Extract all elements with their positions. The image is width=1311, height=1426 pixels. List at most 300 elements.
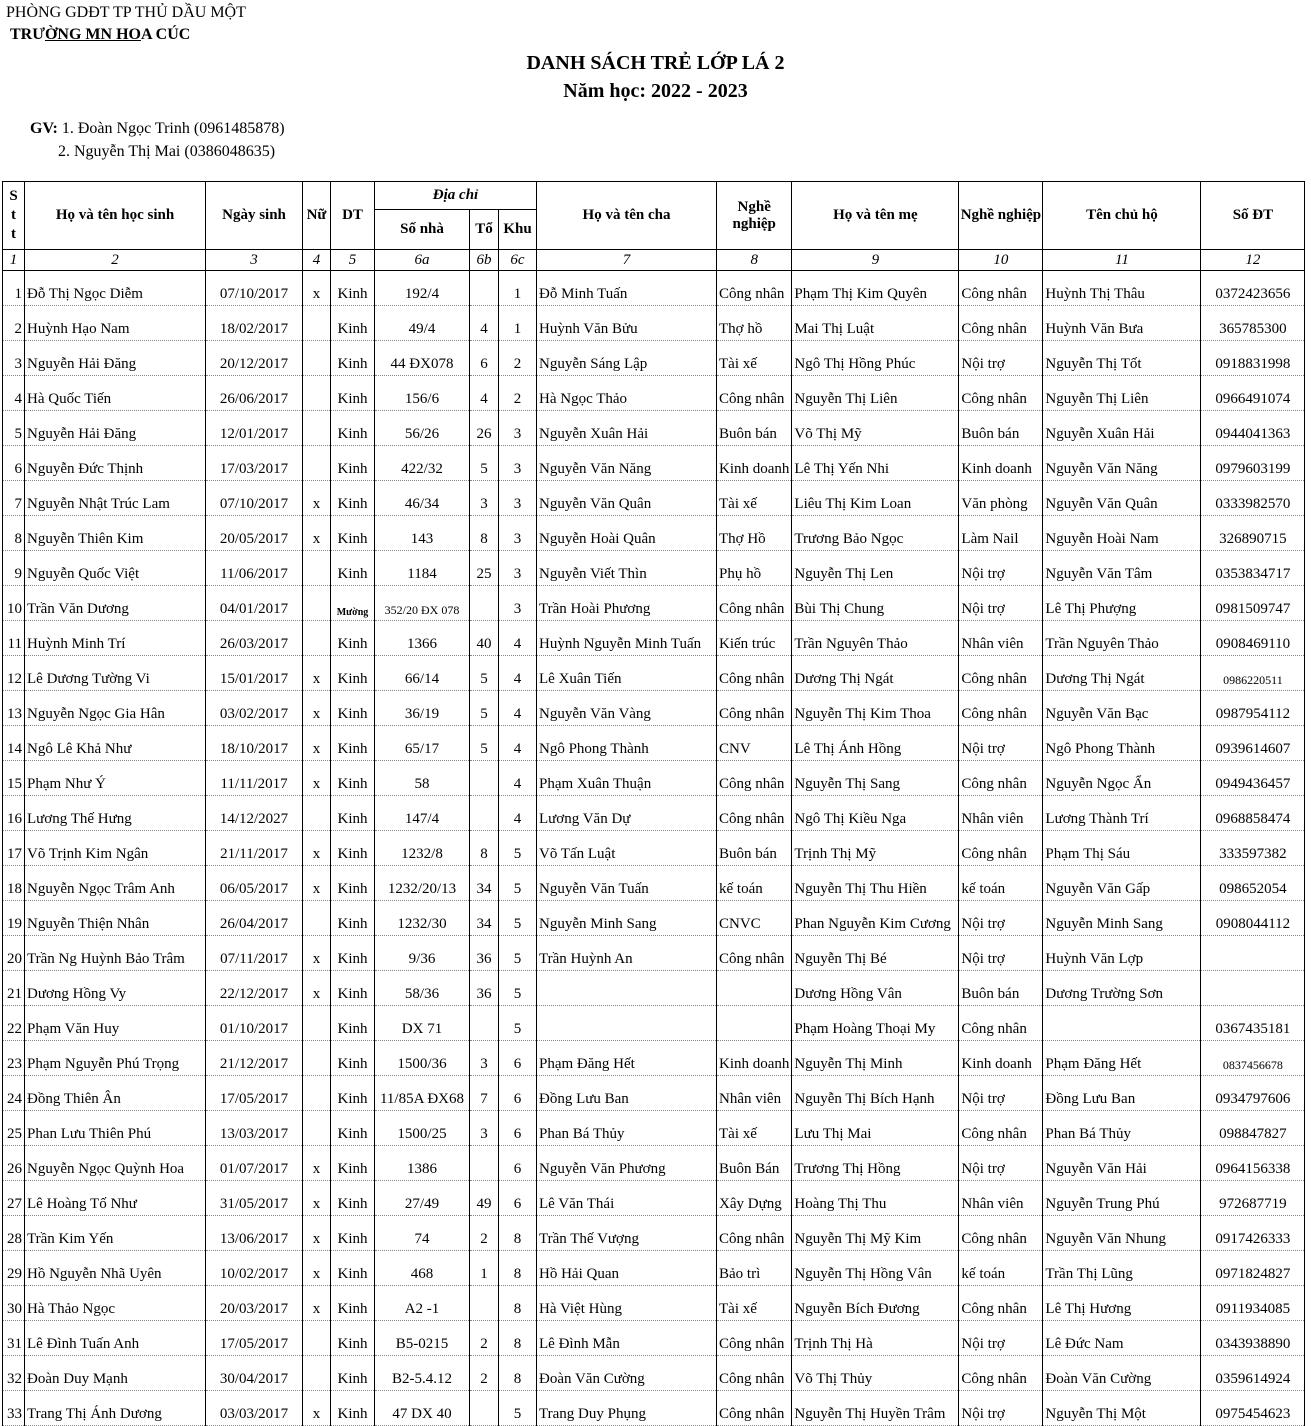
cell-house-number: 58 — [375, 761, 470, 796]
cell-ethnic: Kinh — [331, 691, 375, 726]
column-number: 6b — [470, 250, 499, 271]
cell-phone: 0966491074 — [1201, 376, 1305, 411]
cell-father-job: Công nhân — [717, 1356, 792, 1391]
cell-ethnic: Kinh — [331, 481, 375, 516]
cell-dob: 30/04/2017 — [206, 1356, 303, 1391]
table-row — [3, 1216, 1305, 1251]
column-number: 3 — [206, 250, 303, 271]
cell-zone: 3 — [499, 446, 537, 481]
cell-zone: 4 — [499, 761, 537, 796]
cell-stt: 18 — [3, 866, 25, 901]
cell-mother: Nguyễn Thị Bé — [792, 936, 959, 971]
cell-father: Lê Xuân Tiến — [537, 656, 717, 691]
cell-ethnic: Kinh — [331, 1146, 375, 1181]
cell-household — [1043, 1006, 1201, 1041]
table-row — [3, 481, 1305, 516]
cell-student-name: Hà Quốc Tiến — [25, 376, 206, 411]
cell-house-number: B5-0215 — [375, 1321, 470, 1356]
cell-female — [303, 1041, 331, 1076]
cell-mother: Lê Thị Yến Nhi — [792, 446, 959, 481]
cell-house-number: 192/4 — [375, 271, 470, 306]
cell-mother-job: Buôn bán — [959, 971, 1043, 1006]
cell-ethnic: Kinh — [331, 446, 375, 481]
cell-zone: 8 — [499, 1356, 537, 1391]
table-row — [3, 831, 1305, 866]
cell-ethnic: Kinh — [331, 1321, 375, 1356]
cell-mother-job: Văn phòng — [959, 481, 1043, 516]
col-zone: Khu — [499, 210, 537, 250]
cell-phone: 365785300 — [1201, 306, 1305, 341]
cell-ethnic: Kinh — [331, 1391, 375, 1426]
cell-household: Lê Đức Nam — [1043, 1321, 1201, 1356]
cell-father-job: Nhân viên — [717, 1076, 792, 1111]
cell-zone: 4 — [499, 621, 537, 656]
cell-student-name: Trang Thị Ánh Dương — [25, 1391, 206, 1426]
cell-father-job: CNV — [717, 726, 792, 761]
cell-father: Phạm Đăng Hết — [537, 1041, 717, 1076]
cell-household: Nguyễn Văn Tâm — [1043, 551, 1201, 586]
table-row — [3, 1006, 1305, 1041]
cell-household: Nguyễn Văn Hải — [1043, 1146, 1201, 1181]
cell-mother: Nguyễn Thị Minh — [792, 1041, 959, 1076]
cell-zone: 1 — [499, 271, 537, 306]
cell-house-number: 36/19 — [375, 691, 470, 726]
cell-student-name: Đỗ Thị Ngọc Diễm — [25, 271, 206, 306]
cell-house-number: 422/32 — [375, 446, 470, 481]
cell-phone — [1201, 936, 1305, 971]
cell-household: Dương Thị Ngát — [1043, 656, 1201, 691]
cell-mother: Nguyễn Bích Đương — [792, 1286, 959, 1321]
cell-mother: Ngô Thị Kiều Nga — [792, 796, 959, 831]
cell-father: Nguyễn Minh Sang — [537, 901, 717, 936]
cell-mother: Võ Thị Thủy — [792, 1356, 959, 1391]
cell-zone: 6 — [499, 1076, 537, 1111]
cell-father: Nguyễn Văn Phương — [537, 1146, 717, 1181]
cell-group — [470, 761, 499, 796]
col-student-name: Họ và tên học sinh — [25, 182, 206, 250]
cell-father: Hồ Hải Quan — [537, 1251, 717, 1286]
teacher-2: 2. Nguyễn Thị Mai (0386048635) — [58, 143, 276, 160]
cell-stt: 19 — [3, 901, 25, 936]
cell-ethnic: Kinh — [331, 1006, 375, 1041]
cell-father: Phạm Xuân Thuận — [537, 761, 717, 796]
col-female: Nữ — [303, 182, 331, 250]
cell-household: Lương Thành Trí — [1043, 796, 1201, 831]
cell-zone: 5 — [499, 1006, 537, 1041]
cell-house-number: 1366 — [375, 621, 470, 656]
cell-dob: 01/07/2017 — [206, 1146, 303, 1181]
cell-dob: 21/11/2017 — [206, 831, 303, 866]
cell-phone: 972687719 — [1201, 1181, 1305, 1216]
cell-stt: 15 — [3, 761, 25, 796]
cell-female — [303, 376, 331, 411]
cell-female — [303, 586, 331, 621]
cell-mother: Lưu Thị Mai — [792, 1111, 959, 1146]
cell-zone: 3 — [499, 551, 537, 586]
cell-household: Nguyễn Ngọc Ẩn — [1043, 761, 1201, 796]
table-row — [3, 656, 1305, 691]
cell-father: Nguyễn Văn Tuấn — [537, 866, 717, 901]
cell-dob: 17/05/2017 — [206, 1321, 303, 1356]
cell-zone: 3 — [499, 411, 537, 446]
cell-dob: 06/05/2017 — [206, 866, 303, 901]
cell-ethnic: Kinh — [331, 1251, 375, 1286]
cell-mother: Nguyễn Thị Len — [792, 551, 959, 586]
cell-mother-job: Công nhân — [959, 1216, 1043, 1251]
cell-mother: Võ Thị Mỹ — [792, 411, 959, 446]
cell-dob: 21/12/2017 — [206, 1041, 303, 1076]
col-stt: S t t — [3, 182, 25, 250]
cell-zone: 5 — [499, 901, 537, 936]
cell-group: 36 — [470, 971, 499, 1006]
cell-father: Trần Hoài Phương — [537, 586, 717, 621]
cell-father-job: Kinh doanh — [717, 446, 792, 481]
cell-mother: Hoàng Thị Thu — [792, 1181, 959, 1216]
cell-phone: 0939614607 — [1201, 726, 1305, 761]
cell-mother: Trương Bảo Ngọc — [792, 516, 959, 551]
cell-stt: 24 — [3, 1076, 25, 1111]
cell-group: 25 — [470, 551, 499, 586]
table-row — [3, 726, 1305, 761]
cell-father: Lương Văn Dự — [537, 796, 717, 831]
cell-mother-job: Công nhân — [959, 691, 1043, 726]
cell-female — [303, 551, 331, 586]
school-name-underlined: ỜNG MN HO — [44, 26, 141, 43]
cell-stt: 29 — [3, 1251, 25, 1286]
cell-phone: 0987954112 — [1201, 691, 1305, 726]
cell-zone: 8 — [499, 1321, 537, 1356]
cell-mother: Liêu Thị Kim Loan — [792, 481, 959, 516]
col-house-number: Số nhà — [375, 210, 470, 250]
cell-father: Huỳnh Nguyễn Minh Tuấn — [537, 621, 717, 656]
cell-mother-job: Nhân viên — [959, 621, 1043, 656]
col-father: Họ và tên cha — [537, 182, 717, 250]
cell-group: 7 — [470, 1076, 499, 1111]
cell-phone: 0359614924 — [1201, 1356, 1305, 1391]
cell-ethnic: Kinh — [331, 901, 375, 936]
cell-student-name: Dương Hồng Vy — [25, 971, 206, 1006]
cell-household: Nguyễn Thị Tốt — [1043, 341, 1201, 376]
cell-student-name: Nguyễn Ngọc Trâm Anh — [25, 866, 206, 901]
cell-household: Nguyễn Văn Nhung — [1043, 1216, 1201, 1251]
cell-mother: Dương Hồng Vân — [792, 971, 959, 1006]
cell-stt: 32 — [3, 1356, 25, 1391]
cell-group: 2 — [470, 1321, 499, 1356]
cell-dob: 20/05/2017 — [206, 516, 303, 551]
cell-mother-job: Nội trợ — [959, 1391, 1043, 1426]
cell-father — [537, 1006, 717, 1041]
cell-zone: 5 — [499, 1391, 537, 1426]
cell-student-name: Phan Lưu Thiên Phú — [25, 1111, 206, 1146]
cell-mother: Trần Nguyên Thảo — [792, 621, 959, 656]
cell-house-number: 46/34 — [375, 481, 470, 516]
cell-ethnic: Kinh — [331, 866, 375, 901]
cell-female — [303, 341, 331, 376]
cell-mother-job: Công nhân — [959, 271, 1043, 306]
cell-household: Phạm Đăng Hết — [1043, 1041, 1201, 1076]
cell-mother-job: Công nhân — [959, 376, 1043, 411]
cell-father-job: Phụ hồ — [717, 551, 792, 586]
cell-group: 4 — [470, 306, 499, 341]
cell-phone: 0911934085 — [1201, 1286, 1305, 1321]
cell-student-name: Trần Ng Huỳnh Bảo Trâm — [25, 936, 206, 971]
cell-dob: 13/06/2017 — [206, 1216, 303, 1251]
column-number: 4 — [303, 250, 331, 271]
cell-phone: 0372423656 — [1201, 271, 1305, 306]
cell-ethnic: Kinh — [331, 971, 375, 1006]
cell-phone: 0908044112 — [1201, 901, 1305, 936]
cell-father-job — [717, 1006, 792, 1041]
cell-household: Nguyễn Văn Bạc — [1043, 691, 1201, 726]
cell-house-number: 58/36 — [375, 971, 470, 1006]
cell-phone: 326890715 — [1201, 516, 1305, 551]
student-rows — [3, 271, 1305, 1426]
cell-phone: 0908469110 — [1201, 621, 1305, 656]
cell-household: Phan Bá Thủy — [1043, 1111, 1201, 1146]
col-group: Tổ — [470, 210, 499, 250]
table-row — [3, 796, 1305, 831]
cell-group: 5 — [470, 726, 499, 761]
cell-student-name: Võ Trịnh Kim Ngân — [25, 831, 206, 866]
cell-student-name: Phạm Văn Huy — [25, 1006, 206, 1041]
cell-ethnic: Kinh — [331, 551, 375, 586]
table-row — [3, 271, 1305, 306]
cell-mother: Nguyễn Thị Mỹ Kim — [792, 1216, 959, 1251]
cell-father-job: Tài xế — [717, 1111, 792, 1146]
table-row — [3, 341, 1305, 376]
cell-household: Nguyễn Minh Sang — [1043, 901, 1201, 936]
cell-group — [470, 1006, 499, 1041]
cell-mother-job: Nội trợ — [959, 726, 1043, 761]
cell-ethnic: Kinh — [331, 936, 375, 971]
cell-dob: 20/12/2017 — [206, 341, 303, 376]
col-household: Tên chủ hộ — [1043, 182, 1201, 250]
cell-group: 34 — [470, 901, 499, 936]
cell-zone: 6 — [499, 1111, 537, 1146]
cell-female — [303, 446, 331, 481]
cell-stt: 26 — [3, 1146, 25, 1181]
cell-dob: 07/10/2017 — [206, 481, 303, 516]
cell-household: Đoàn Văn Cường — [1043, 1356, 1201, 1391]
cell-house-number: DX 71 — [375, 1006, 470, 1041]
cell-stt: 8 — [3, 516, 25, 551]
cell-father-job: Công nhân — [717, 1321, 792, 1356]
cell-house-number: 1232/20/13 — [375, 866, 470, 901]
column-number: 9 — [792, 250, 959, 271]
cell-phone: 0979603199 — [1201, 446, 1305, 481]
table-row — [3, 1076, 1305, 1111]
cell-father-job: Công nhân — [717, 1216, 792, 1251]
cell-group: 3 — [470, 1111, 499, 1146]
cell-dob: 17/05/2017 — [206, 1076, 303, 1111]
school-name-prefix: TRƯ — [10, 26, 45, 43]
cell-mother-job: Buôn bán — [959, 411, 1043, 446]
school-year: Năm học: 2022 - 2023 — [563, 80, 748, 102]
cell-father-job: Công nhân — [717, 1391, 792, 1426]
cell-student-name: Nguyễn Ngọc Quỳnh Hoa — [25, 1146, 206, 1181]
col-phone: Số ĐT — [1201, 182, 1305, 250]
cell-female — [303, 1321, 331, 1356]
cell-mother: Mai Thị Luật — [792, 306, 959, 341]
cell-dob: 14/12/2027 — [206, 796, 303, 831]
cell-zone: 8 — [499, 1216, 537, 1251]
cell-mother-job: Nội trợ — [959, 341, 1043, 376]
cell-group: 1 — [470, 1251, 499, 1286]
cell-house-number: 9/36 — [375, 936, 470, 971]
cell-student-name: Nguyễn Đức Thịnh — [25, 446, 206, 481]
cell-dob: 22/12/2017 — [206, 971, 303, 1006]
cell-stt: 12 — [3, 656, 25, 691]
cell-house-number: 74 — [375, 1216, 470, 1251]
cell-house-number: A2 -1 — [375, 1286, 470, 1321]
cell-zone: 4 — [499, 796, 537, 831]
cell-household: Nguyễn Xuân Hải — [1043, 411, 1201, 446]
cell-zone: 4 — [499, 726, 537, 761]
cell-mother: Nguyễn Thị Liên — [792, 376, 959, 411]
cell-house-number: 1232/30 — [375, 901, 470, 936]
cell-female: x — [303, 481, 331, 516]
cell-stt: 2 — [3, 306, 25, 341]
cell-house-number: 1500/36 — [375, 1041, 470, 1076]
table-row — [3, 306, 1305, 341]
cell-phone: 0934797606 — [1201, 1076, 1305, 1111]
table-row — [3, 1181, 1305, 1216]
cell-house-number: 27/49 — [375, 1181, 470, 1216]
cell-zone: 8 — [499, 1286, 537, 1321]
cell-female — [303, 411, 331, 446]
cell-ethnic: Kinh — [331, 1286, 375, 1321]
cell-father: Nguyễn Văn Năng — [537, 446, 717, 481]
cell-mother: Trịnh Thị Mỹ — [792, 831, 959, 866]
table-row — [3, 586, 1305, 621]
cell-zone: 8 — [499, 1251, 537, 1286]
cell-father-job: Công nhân — [717, 796, 792, 831]
cell-mother-job: Nhân viên — [959, 796, 1043, 831]
cell-mother: Bùi Thị Chung — [792, 586, 959, 621]
cell-household: Nguyễn Thị Liên — [1043, 376, 1201, 411]
cell-stt: 11 — [3, 621, 25, 656]
cell-house-number: 49/4 — [375, 306, 470, 341]
cell-household: Nguyễn Văn Gấp — [1043, 866, 1201, 901]
cell-stt: 22 — [3, 1006, 25, 1041]
cell-female: x — [303, 831, 331, 866]
cell-father — [537, 971, 717, 1006]
cell-group: 8 — [470, 516, 499, 551]
cell-phone: 098847827 — [1201, 1111, 1305, 1146]
col-mother: Họ và tên mẹ — [792, 182, 959, 250]
cell-ethnic: Kinh — [331, 726, 375, 761]
cell-female: x — [303, 516, 331, 551]
cell-father: Lê Đình Mẫn — [537, 1321, 717, 1356]
cell-zone: 6 — [499, 1146, 537, 1181]
cell-mother-job: Công nhân — [959, 761, 1043, 796]
cell-student-name: Lê Hoàng Tố Như — [25, 1181, 206, 1216]
cell-father: Nguyễn Hoài Quân — [537, 516, 717, 551]
cell-group: 2 — [470, 1216, 499, 1251]
table-row — [3, 446, 1305, 481]
cell-stt: 1 — [3, 271, 25, 306]
cell-dob: 26/06/2017 — [206, 376, 303, 411]
cell-student-name: Trần Văn Dương — [25, 586, 206, 621]
cell-female: x — [303, 656, 331, 691]
cell-group — [470, 271, 499, 306]
teacher-line-1 — [30, 120, 285, 138]
cell-phone: 0367435181 — [1201, 1006, 1305, 1041]
cell-stt: 13 — [3, 691, 25, 726]
teacher-label: GV: — [30, 120, 58, 137]
cell-group: 3 — [470, 1041, 499, 1076]
cell-ethnic: Kinh — [331, 621, 375, 656]
cell-father-job: Công nhân — [717, 586, 792, 621]
column-number: 5 — [331, 250, 375, 271]
table-row — [3, 936, 1305, 971]
cell-female: x — [303, 866, 331, 901]
cell-female: x — [303, 1251, 331, 1286]
cell-female — [303, 1356, 331, 1391]
table-row — [3, 691, 1305, 726]
cell-ethnic: Kinh — [331, 831, 375, 866]
department-name: PHÒNG GDĐT TP THỦ DẦU MỘT — [6, 4, 246, 21]
table-row — [3, 621, 1305, 656]
cell-female: x — [303, 971, 331, 1006]
cell-father-job: Tài xế — [717, 481, 792, 516]
cell-household: Nguyễn Hoài Nam — [1043, 516, 1201, 551]
cell-female: x — [303, 1286, 331, 1321]
table-row — [3, 866, 1305, 901]
cell-student-name: Nguyễn Hải Đăng — [25, 341, 206, 376]
cell-dob: 17/03/2017 — [206, 446, 303, 481]
cell-stt: 17 — [3, 831, 25, 866]
cell-zone: 3 — [499, 586, 537, 621]
cell-stt: 5 — [3, 411, 25, 446]
cell-student-name: Hà Thảo Ngọc — [25, 1286, 206, 1321]
table-row — [3, 1356, 1305, 1391]
cell-phone: 333597382 — [1201, 831, 1305, 866]
cell-ethnic: Kinh — [331, 1356, 375, 1391]
cell-household: Dương Trường Sơn — [1043, 971, 1201, 1006]
cell-house-number: 143 — [375, 516, 470, 551]
cell-ethnic: Kinh — [331, 306, 375, 341]
cell-student-name: Phạm Như Ý — [25, 761, 206, 796]
cell-ethnic: Kinh — [331, 1111, 375, 1146]
cell-father: Nguyễn Văn Vàng — [537, 691, 717, 726]
cell-female: x — [303, 761, 331, 796]
cell-phone: 0971824827 — [1201, 1251, 1305, 1286]
column-number: 7 — [537, 250, 717, 271]
cell-father: Trần Huỳnh An — [537, 936, 717, 971]
cell-dob: 07/10/2017 — [206, 271, 303, 306]
cell-mother-job: Công nhân — [959, 831, 1043, 866]
cell-phone: 0944041363 — [1201, 411, 1305, 446]
cell-father: Phan Bá Thủy — [537, 1111, 717, 1146]
cell-father-job: CNVC — [717, 901, 792, 936]
school-name — [10, 26, 190, 44]
cell-group: 6 — [470, 341, 499, 376]
cell-group: 8 — [470, 831, 499, 866]
cell-dob: 07/11/2017 — [206, 936, 303, 971]
cell-stt: 6 — [3, 446, 25, 481]
cell-father-job: Tài xế — [717, 1286, 792, 1321]
cell-female: x — [303, 726, 331, 761]
cell-dob: 11/06/2017 — [206, 551, 303, 586]
cell-father: Hà Việt Hùng — [537, 1286, 717, 1321]
column-number-row — [3, 250, 1305, 271]
cell-household: Phạm Thị Sáu — [1043, 831, 1201, 866]
cell-house-number: 56/26 — [375, 411, 470, 446]
cell-father: Đỗ Minh Tuấn — [537, 271, 717, 306]
cell-female: x — [303, 271, 331, 306]
cell-phone: 0343938890 — [1201, 1321, 1305, 1356]
